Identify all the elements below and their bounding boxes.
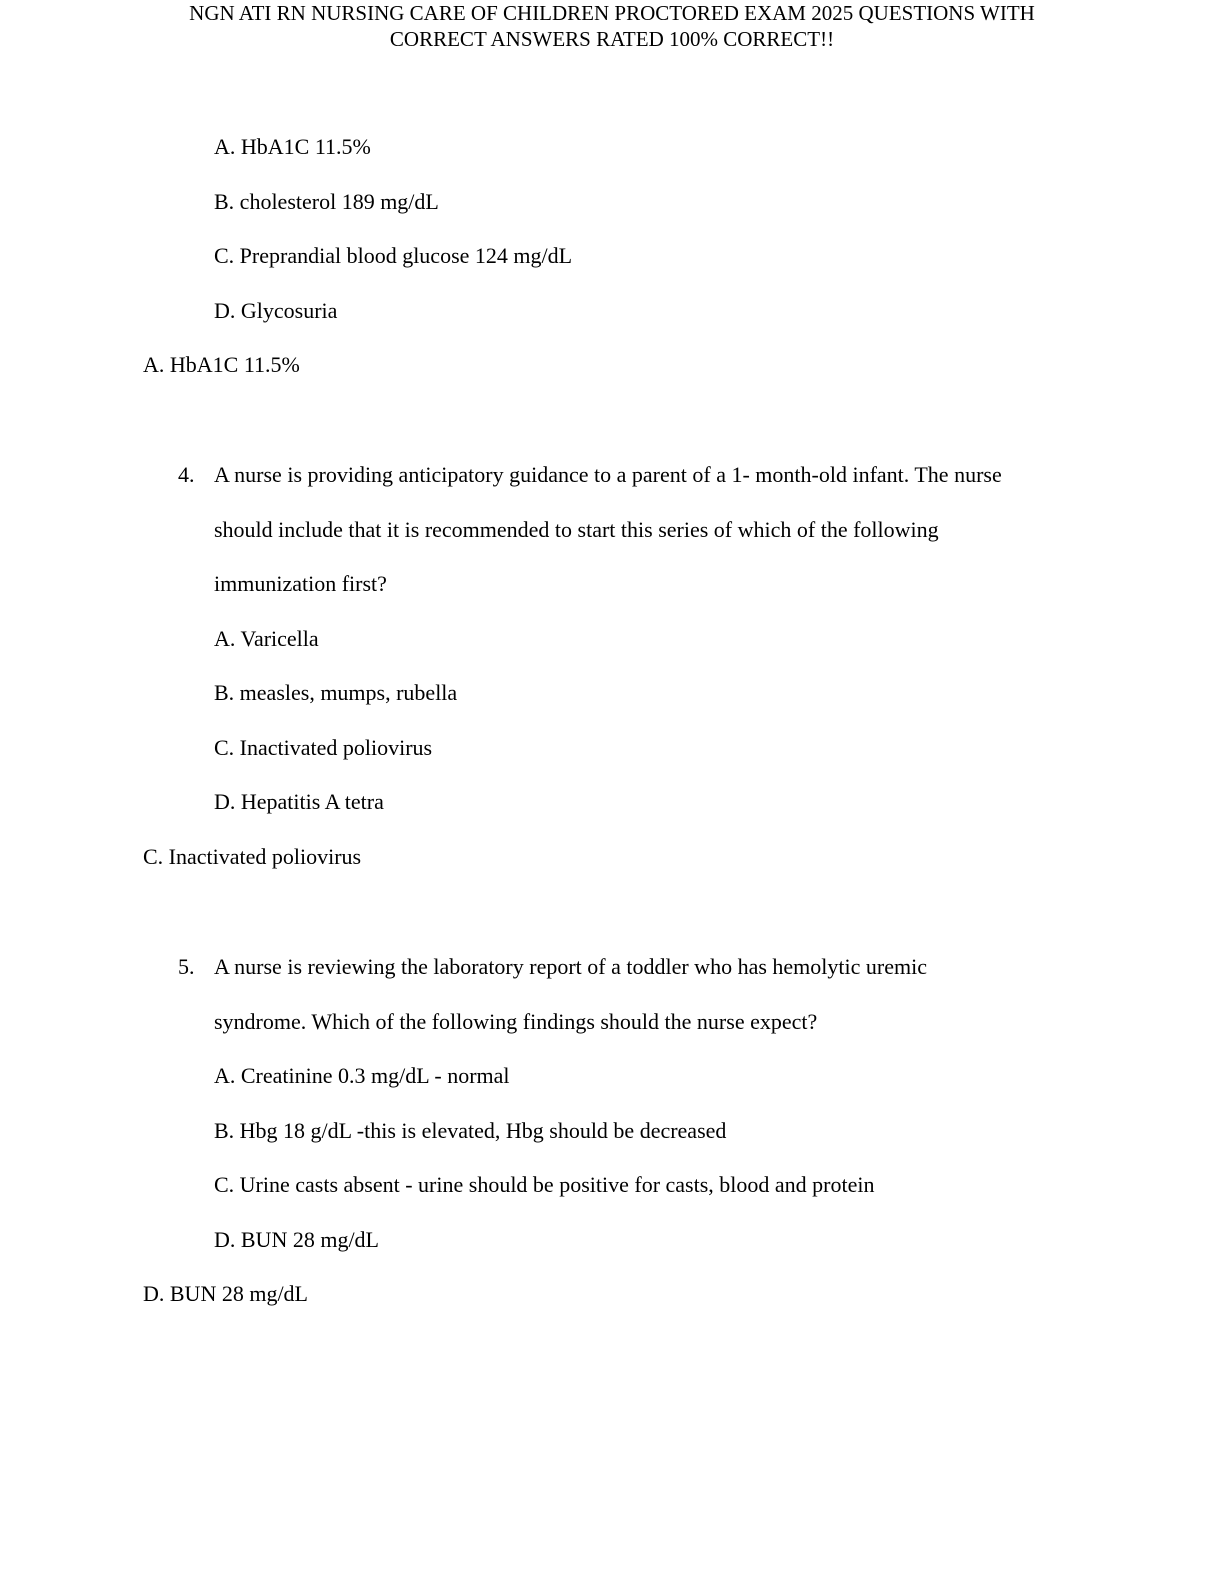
q5-text-line-2: syndrome. Which of the following findings should the nurse expect? xyxy=(214,1009,818,1034)
q4-text-line-2: should include that it is recommended to start this series of which of the following xyxy=(214,517,939,542)
q4-option-a: A. Varicella xyxy=(214,626,319,651)
q4-option-c: C. Inactivated poliovirus xyxy=(214,735,433,760)
header-title-line-1: NGN ATI RN NURSING CARE OF CHILDREN PROCTORED EXAM 2025 QUESTIONS WITH xyxy=(189,1,1035,25)
q5-option-b: B. Hbg 18 g/dL -this is elevated, Hbg should be decreased xyxy=(214,1118,727,1143)
q5-number: 5. xyxy=(178,954,195,979)
q5-text-line-1: A nurse is reviewing the laboratory report of a toddler who has hemolytic uremic xyxy=(214,954,927,979)
q3-option-d: D. Glycosuria xyxy=(214,298,338,323)
q3-option-c: C. Preprandial blood glucose 124 mg/dL xyxy=(214,243,573,268)
document-header xyxy=(0,0,1224,52)
q4-answer: C. Inactivated poliovirus xyxy=(143,844,362,869)
q4-option-b: B. measles, mumps, rubella xyxy=(214,680,458,705)
q4-number: 4. xyxy=(178,462,195,487)
q3-option-a: A. HbA1C 11.5% xyxy=(214,134,371,159)
q4-option-d: D. Hepatitis A tetra xyxy=(214,789,384,814)
q3-answer: A. HbA1C 11.5% xyxy=(143,352,300,377)
q5-answer: D. BUN 28 mg/dL xyxy=(143,1281,308,1306)
q5-option-d: D. BUN 28 mg/dL xyxy=(214,1227,379,1252)
q4-text-line-1: A nurse is providing anticipatory guidance to a parent of a 1- month-old infant. The nurse xyxy=(214,462,1002,487)
header-title-line-2: CORRECT ANSWERS RATED 100% CORRECT!! xyxy=(389,27,835,51)
q3-option-b: B. cholesterol 189 mg/dL xyxy=(214,189,439,214)
q4-text-line-3: immunization first? xyxy=(214,571,387,596)
q5-option-c: C. Urine casts absent - urine should be positive for casts, blood and protein xyxy=(214,1172,875,1197)
q5-option-a: A. Creatinine 0.3 mg/dL - normal xyxy=(214,1063,510,1088)
